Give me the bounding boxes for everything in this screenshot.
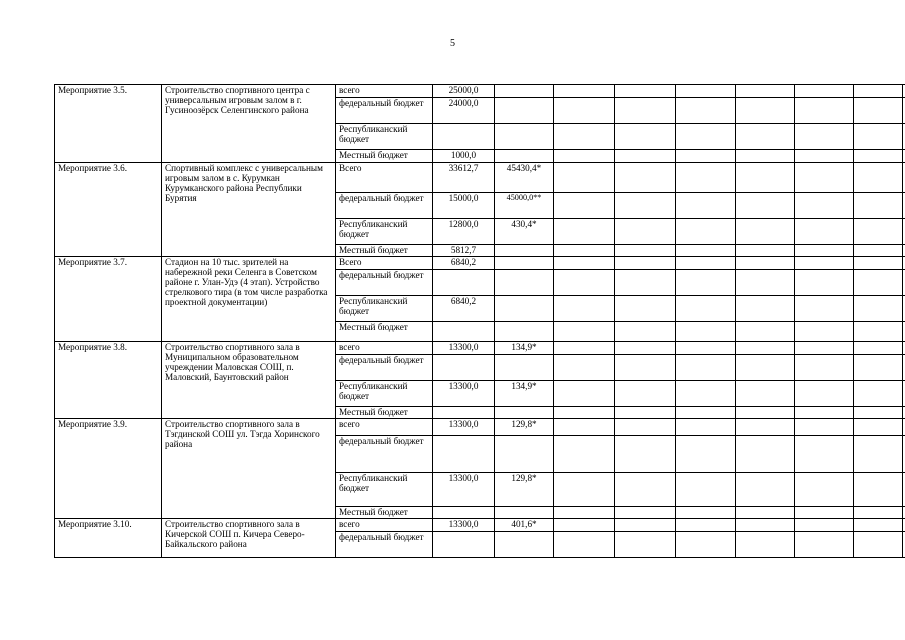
amount-cell [495, 355, 554, 381]
funding-source: Местный бюджет [336, 407, 433, 419]
event-number: Мероприятие 3.6. [55, 163, 162, 257]
event-number: Мероприятие 3.7. [55, 257, 162, 342]
event-name: Стадион на 10 тыс. зрителей на набережной реки Селенга в Советском районе г. Улан-Удэ (4 этап). Устройство стрелкового тира (в том числе разработка проектной документации) [162, 257, 336, 342]
event-name: Строительство спортивного зала в Кичерской СОШ п. Кичера Северо-Байкальского района [162, 519, 336, 558]
funding-source: Всего [336, 257, 433, 270]
amount-cell [495, 245, 554, 257]
amount-cell [433, 407, 495, 419]
funding-source: Республиканский бюджет [336, 219, 433, 245]
funding-source: Местный бюджет [336, 150, 433, 163]
funding-source: всего [336, 519, 433, 532]
amount-cell [495, 257, 554, 270]
amount-cell [495, 296, 554, 322]
amount-cell: 134,9* [495, 342, 554, 355]
amount-cell: 25000,0 [433, 85, 495, 98]
amount-cell [433, 532, 495, 558]
amount-cell: 134,9* [495, 381, 554, 407]
table-row [55, 419, 905, 436]
amount-cell [433, 355, 495, 381]
funding-source: Республиканский бюджет [336, 124, 433, 150]
event-name: Спортивный комплекс с универсальным игровым залом в с. Курумкан Курумканского района Республики Бурятия [162, 163, 336, 257]
amount-cell: 5812,7 [433, 245, 495, 257]
amount-cell: 12800,0 [433, 219, 495, 245]
event-number: Мероприятие 3.8. [55, 342, 162, 419]
funding-table [54, 84, 905, 558]
funding-source: федеральный бюджет [336, 355, 433, 381]
table-row [55, 85, 905, 98]
event-name: Строительство спортивного зала в Тэгдинской СОШ ул. Тэгда Хоринского района [162, 419, 336, 519]
amount-cell: 13300,0 [433, 342, 495, 355]
amount-cell: 401,6* [495, 519, 554, 532]
funding-source: всего [336, 419, 433, 436]
amount-cell: 13300,0 [433, 473, 495, 507]
amount-cell [433, 507, 495, 519]
funding-source: Республиканский бюджет [336, 296, 433, 322]
amount-cell: 15000,0 [433, 193, 495, 219]
amount-cell [433, 322, 495, 342]
event-name: Строительство спортивного центра с универсальным игровым залом в г. Гусиноозёрск Селенгинского района [162, 85, 336, 163]
amount-cell [495, 98, 554, 124]
amount-cell [495, 270, 554, 296]
event-number: Мероприятие 3.9. [55, 419, 162, 519]
table-row [55, 257, 905, 270]
event-number: Мероприятие 3.5. [55, 85, 162, 163]
table-row [55, 163, 905, 193]
amount-cell: 6840,2 [433, 257, 495, 270]
funding-source: Республиканский бюджет [336, 473, 433, 507]
funding-source: федеральный бюджет [336, 193, 433, 219]
funding-source: федеральный бюджет [336, 270, 433, 296]
amount-cell [495, 436, 554, 473]
amount-cell [495, 150, 554, 163]
funding-source: всего [336, 342, 433, 355]
amount-cell [495, 322, 554, 342]
amount-cell: 13300,0 [433, 519, 495, 532]
funding-source: всего [336, 85, 433, 98]
amount-cell: 129,8* [495, 419, 554, 436]
amount-cell: 45000,0** [495, 193, 554, 219]
amount-cell: 129,8* [495, 473, 554, 507]
amount-cell: 1000,0 [433, 150, 495, 163]
amount-cell [495, 507, 554, 519]
amount-cell: 13300,0 [433, 381, 495, 407]
amount-cell: 6840,2 [433, 296, 495, 322]
funding-source: Местный бюджет [336, 322, 433, 342]
funding-source: Всего [336, 163, 433, 193]
amount-cell [495, 85, 554, 98]
amount-cell: 45430,4* [495, 163, 554, 193]
page-number: 5 [450, 38, 455, 49]
funding-source: федеральный бюджет [336, 532, 433, 558]
amount-cell [433, 124, 495, 150]
amount-cell [495, 407, 554, 419]
amount-cell [433, 436, 495, 473]
funding-source: Местный бюджет [336, 245, 433, 257]
amount-cell [495, 532, 554, 558]
funding-source: федеральный бюджет [336, 436, 433, 473]
amount-cell [495, 124, 554, 150]
funding-source: Местный бюджет [336, 507, 433, 519]
funding-source: Республиканский бюджет [336, 381, 433, 407]
amount-cell: 33612,7 [433, 163, 495, 193]
event-name: Строительство спортивного зала в Муниципальном образовательном учреждении Маловская СОШ, п. Маловский, Баунтовский район [162, 342, 336, 419]
amount-cell: 24000,0 [433, 98, 495, 124]
amount-cell: 13300,0 [433, 419, 495, 436]
event-number: Мероприятие 3.10. [55, 519, 162, 558]
table-row [55, 342, 905, 355]
table-row [55, 519, 905, 532]
amount-cell: 430,4* [495, 219, 554, 245]
amount-cell [433, 270, 495, 296]
funding-source: федеральный бюджет [336, 98, 433, 124]
